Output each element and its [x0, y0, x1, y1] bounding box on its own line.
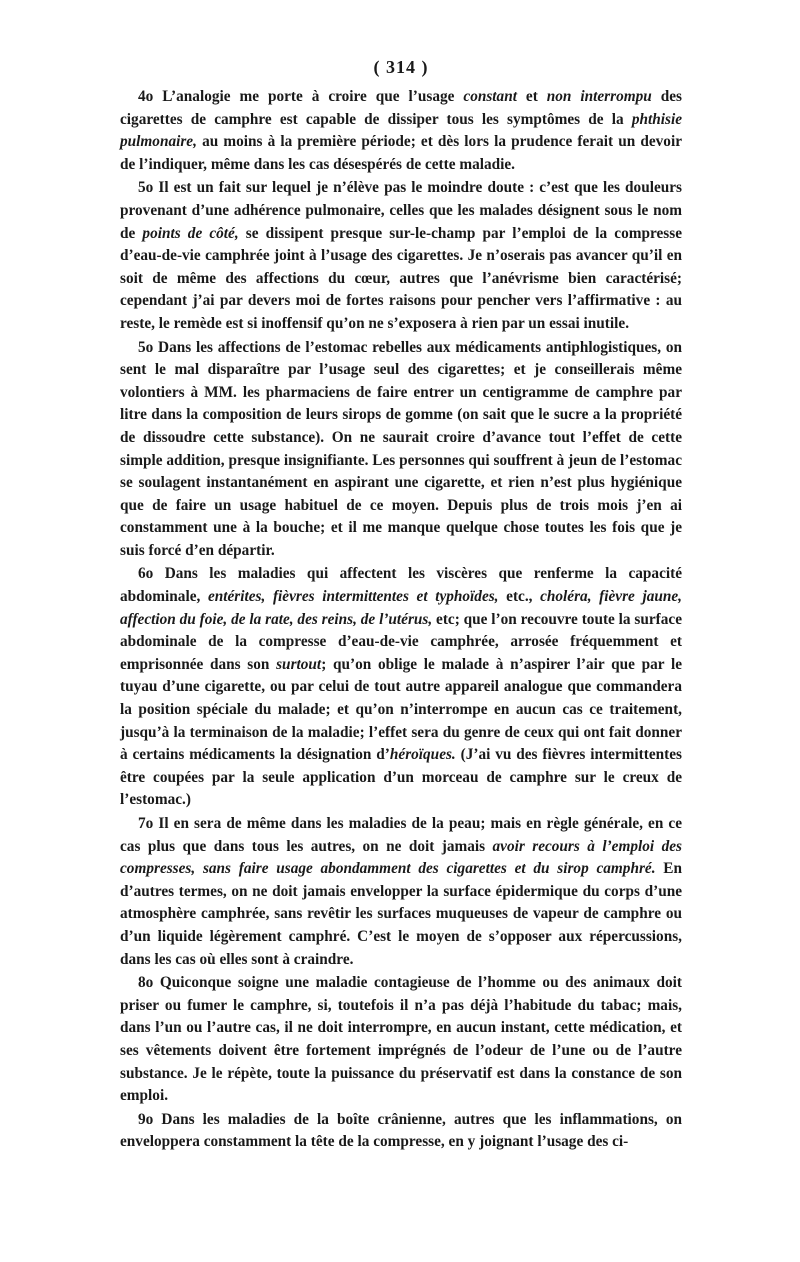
text-run: 4o L’analogie me porte à croire que l’usage	[138, 88, 464, 105]
text-run: 7o Il en sera de même dans les maladies de la peau; mais en règle générale, en ce cas plus que dans tous les autres, on ne doit jamais	[120, 815, 682, 855]
paragraph	[120, 1109, 682, 1154]
italic-text-run: non interrompu	[546, 88, 652, 105]
italic-text-run: points de côté,	[142, 224, 239, 242]
text-run: et	[516, 88, 547, 105]
paragraph	[120, 813, 682, 971]
paragraph	[120, 563, 682, 812]
text-run: ; qu’on oblige le malade à n’aspirer l’air que par le tuyau d’une cigarette, ou par celui de tout autre appareil analogue que commandera la position spéciale du malade; et qu’on n’interrompe en aucun cas ce traitement, jusqu’à la terminaison de la maladie; l’effet sera du genre de ceux qui ont fait donner à certains médicaments la désignation d’	[120, 655, 682, 764]
text-run: des cigarettes de camphre est capable de dissiper tous les symptômes de la	[120, 88, 682, 128]
italic-text-run: constant	[463, 88, 517, 105]
text-run: 5o Il est un fait sur lequel je n’élève pas le moindre doute : c’est que les douleurs provenant d’une adhérence pulmonaire, celles que les malades désignent sous le nom de	[120, 179, 682, 242]
italic-text-run: entérites, fièvres intermittentes et typhoïdes,	[207, 588, 499, 606]
paragraph	[120, 177, 682, 335]
paragraph	[120, 972, 682, 1108]
paragraph	[120, 337, 682, 563]
body-text	[120, 86, 682, 1154]
text-run: En d’autres termes, on ne doit jamais envelopper la surface épidermique du corps d’une atmosphère camphrée, sans revêtir les surfaces muqueuses de vapeur de camphre ou d’un liquide légèrement camphré. C’est le moyen de s’opposer aux répercussions, dans les cas où elles sont à craindre.	[120, 860, 682, 968]
italic-text-run: choléra, fièvre jaune, affection du foie, de la rate, des reins, de l’utérus,	[120, 588, 682, 628]
text-run: 9o Dans les maladies de la boîte crânienne, autres que les inflammations, on enveloppera constamment la tête de la compresse, en y joignant l’usage des ci-	[120, 1110, 682, 1151]
text-run: 6o Dans les maladies qui affectent les viscères que renferme la capacité abdominale,	[120, 565, 682, 606]
text-run: etc.,	[498, 588, 541, 606]
text-run: (J’ai vu des fièvres intermittentes être coupées par la seule application d’un morceau de camphre sur le creux de l’estomac.)	[120, 746, 682, 809]
text-run: etc; que l’on recouvre toute la surface abdominale de la compresse d’eau-de-vie camphrée, arrosée fréquemment et emprisonnée dans son	[120, 610, 682, 673]
italic-text-run: héroïques.	[389, 746, 456, 764]
text-run: au moins à la première période; et dès lors la prudence ferait un devoir de l’indiquer, même dans les cas désespérés de cette maladie.	[120, 133, 682, 173]
text-run: se dissipent presque sur-le-champ par l’emploi de la compresse d’eau-de-vie camphrée joint à l’usage des cigarettes. Je n’oserais pas avancer qu’il en soit de même des affections du cœur, autres que l’anévrisme bien caractérisé; cependant j’ai par devers moi de fortes raisons pour pencher vers l’affirmative : au reste, le remède est si inoffensif qu’on ne s’exposera à rien par un essai inutile.	[120, 224, 682, 332]
paragraph	[120, 86, 682, 176]
italic-text-run: phthisie pulmonaire,	[120, 110, 682, 151]
text-run: 8o Quiconque soigne une maladie contagieuse de l’homme ou des animaux doit priser ou fumer le camphre, si, toutefois il n’a pas déjà l’habitude du tabac; mais, dans l’un ou l’autre cas, il ne doit interrompre, en aucun instant, cette médication, et ses vêtements doivent être fortement imprégnés de l’odeur de l’une ou de l’autre substance. Je le répète, toute la puissance du préservatif est dans la constance de son emploi.	[120, 974, 682, 1105]
text-run: 5o Dans les affections de l’estomac rebelles aux médicaments antiphlogistiques, on sent le mal disparaître par l’usage seul des cigarettes; et je conseillerais même volontiers à MM. les pharmaciens de faire entrer un centigramme de camphre par litre dans la composition de leurs sirops de gomme (on sait que le sucre a la propriété de dissoudre cette substance). On ne saurait croire d’avance tout l’effet de cette simple addition, presque insignifiante. Les personnes qui souffrent à jeun de l’estomac se soulagent instantanément en aspirant une cigarette, et rien n’est plus hygiénique que de faire un usage habituel de ce moyen. Depuis plus de trois mois j’en ai constamment une à la bouche; et il me manque quelque chose toutes les fois que je suis forcé d’en départir.	[120, 338, 682, 559]
book-page	[120, 56, 682, 1154]
page-number: ( 314 )	[373, 57, 429, 77]
italic-text-run: avoir recours à l’emploi des compresses, sans faire usage abondamment des cigarettes et du sirop camphré.	[120, 837, 682, 878]
italic-text-run: surtout	[276, 655, 322, 673]
